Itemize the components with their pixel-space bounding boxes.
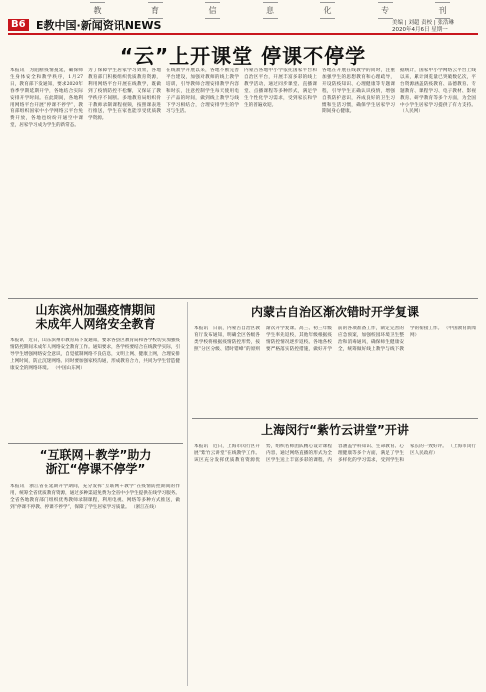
- zhejiang-text: 本报讯 浙江省在延期开学期间，充分发挥“互联网＋教学”在疫情防控期间的作用，统筹全省优质教育资源，通过多种渠道免费为全省中小学生提供在线学习服务。全省各地教育部门组织优秀教师录制课程，利用电视、网络等多种方式推送，做到“停课不停教、停课不停学”，保障了学生居家学习质量。: [10, 484, 180, 510]
- main-story-column: [322, 68, 395, 292]
- column-divider: [187, 302, 188, 686]
- story-divider: [192, 418, 478, 419]
- main-story-credit: （人民网）: [400, 109, 423, 115]
- neimenggu-credit: （中国教育新闻网）: [410, 326, 476, 338]
- zhejiang-body: [10, 484, 180, 684]
- main-headline: “云”上开课堂 停课不停学: [119, 44, 367, 68]
- slogan-char: 专: [378, 2, 393, 19]
- main-story-column: [400, 68, 476, 292]
- shandong-body: [10, 338, 180, 436]
- slogan-char: 教: [90, 2, 105, 19]
- slogan-char: 育: [148, 2, 163, 19]
- main-story-column: [10, 68, 83, 292]
- date-line: 2020年4月6日 星期一: [392, 27, 448, 33]
- main-story-column: [244, 68, 317, 292]
- editor-line: 美编 | 刘超 责校 | 张浩琳: [392, 20, 454, 26]
- header-rule: [8, 33, 478, 35]
- slogan-char: 刊: [435, 2, 450, 19]
- neimenggu-text: 本报讯 日前，内蒙古自治区教育厅发布通知，明确全区各级各类学校将根据疫情防控形势，按照“分区分级、错时错峰”的原则渐次开学复课。高三、初三年级学生率先返校，其他年级根据疫情防控情况逐步返校。各地各校要严格落实防控措施，做好开学前的各项准备工作，制定完善的应急预案，加强校园环境卫生整治和消毒通风，确保师生健康安全，统筹做好线上教学与线下教学的衔接工作。: [194, 326, 443, 352]
- shandong-text: 本报讯 近日，山东滨州市教育局下发通知，要求各县区教育局和各学校切实加强疫情防控期间未成年人网络安全教育工作。通知要求，各学校要结合在线教学实际，引导学生增强网络安全意识，自觉抵制网络不良信息，文明上网、健康上网，合理安排上网时间，防止沉迷网络。同时要加强家校沟通，形成教育合力，共同为学生营造健康安全的网络环境。: [10, 338, 180, 371]
- shanghai-text: 本报讯 近日，上海市闵行区开展“紫竹云讲堂”在线教学工作。该区充分发挥优质教育资源优势，组织名师团队精心设计课程内容，通过网络直播的形式为全区学生送上丰富多彩的课程，内容涵盖学科知识、生命教育、心理健康等多个方面，满足了学生多样化的学习需求，受到学生和家长的一致好评。: [194, 444, 447, 463]
- main-story-text: 内蒙古各地中小学依托国家平台和自治区平台，开展丰富多彩的线上教学活动，通过同步课堂、直播课堂、点播课程等多种形式，满足学生个性化学习需求，受到家长和学生的普遍欢迎。: [244, 68, 317, 108]
- shanghai-credit: （上海市闵行区人民政府）: [410, 444, 476, 456]
- section-brand: E教中国·新闻资讯NEWS: [36, 19, 162, 32]
- main-story-column: [88, 68, 161, 292]
- editor-info: [392, 20, 454, 34]
- masthead: [0, 0, 486, 34]
- zhejiang-credit: （浙江在线）: [131, 504, 159, 510]
- main-story-column: [166, 68, 239, 292]
- main-story-text: 本报讯 为阻断疫情蔓延，确保师生身体安全和教学秩序，1月27日，教育部下发通知，要求2020年春季学期延期开学，各地结合实际安排开学时间。在此期间，各地利用网络平台开展“停课不停学”，教育部组织国家中小学网络云平台免费开放，各地也纷纷开通空中课堂，居家学习成为学生的新常态。: [10, 68, 83, 129]
- neimenggu-body: [194, 326, 476, 412]
- shanghai-body: [194, 444, 476, 684]
- shandong-credit: （中国山东网）: [52, 365, 85, 371]
- slogan-char: 息: [263, 2, 278, 19]
- zhejiang-headline: “互联网＋教学”助力 浙江“停课不停学”: [39, 448, 152, 476]
- main-story-text: 各地在开展在线教学的同时，注重加强学生的思想教育和心理疏导，开设防疫知识、心理健康等专题课程，引导学生正确认识疫情，增强自我防护意识，养成良好的卫生习惯和生活习惯，确保学生居家学习期间身心健康。: [322, 68, 395, 115]
- main-story-text: 在线教学开展以来，各地不断完善平台建设，加强对教师的线上教学培训，引导教师合理安排教学内容和时长，注意控制学生每天使用电子产品的时间，做到线上教学与线下学习相结合，合理安排学生的学习与生活。: [166, 68, 239, 115]
- slogan-char: 信: [205, 2, 220, 19]
- section-divider: [8, 298, 478, 299]
- page-number: B6: [8, 19, 29, 31]
- slogan-char: 化: [320, 2, 335, 19]
- neimenggu-headline: 内蒙古自治区渐次错时开学复课: [250, 305, 419, 319]
- story-divider: [8, 443, 183, 444]
- shanghai-headline: 上海闵行“紫竹云讲堂”开讲: [261, 423, 409, 437]
- main-story-text: 为了保障学生居家学习效果，各地教育部门积极组织优质教育资源，利用网络平台开展在线教学，既做到了疫情防控不松懈，又保证了教学秩序不间断。多地教育局组织骨干教师录制课程视频，按照课表进行推送，学生在家也能享受优质教学资源。: [88, 68, 161, 122]
- main-story-text: 据统计，国家中小学网络云平台上线以来，累计浏览量已突破数亿次，平台资源涵盖防疫教育、品德教育、专题教育、课程学习、电子教材、影视教育、研学教育等多个方面，为全国中小学生居家学习提供了有力支持。: [400, 68, 476, 108]
- shandong-headline: 山东滨州加强疫情期间 未成年人网络安全教育: [35, 303, 156, 331]
